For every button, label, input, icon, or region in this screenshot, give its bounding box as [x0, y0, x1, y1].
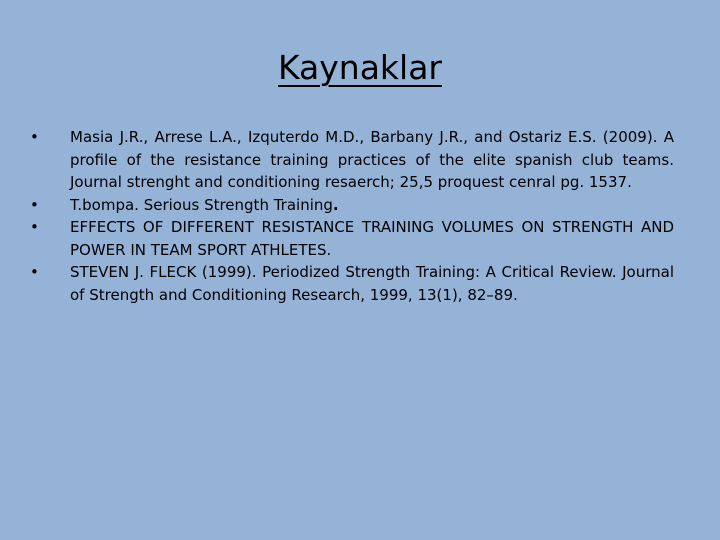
slide-title: Kaynaklar: [277, 48, 443, 87]
reference-trailing-period: .: [332, 195, 339, 214]
bullet-icon: •: [30, 263, 39, 281]
bullet-icon: •: [30, 218, 39, 236]
reference-item: [30, 261, 674, 306]
reference-text: EFFECTS OF DIFFERENT RESISTANCE TRAINING VOLUMES ON STRENGTH AND POWER IN TEAM SPORT ATHLETES.: [70, 218, 674, 259]
reference-item: [30, 216, 674, 261]
reference-list: [30, 126, 674, 306]
reference-item: [30, 194, 674, 217]
reference-text: T.bompa. Serious Strength Training: [70, 195, 333, 214]
reference-item: [30, 126, 674, 194]
bullet-icon: •: [30, 128, 39, 146]
reference-text: Masia J.R., Arrese L.A., Izquterdo M.D., Barbany J.R., and Ostariz E.S. (2009). A profile of the resistance training practices of the elite spanish club teams. Journal strenght and conditioning resaerch; 25,5 proquest cenral pg. 1537.: [70, 128, 674, 191]
bullet-icon: •: [30, 195, 39, 214]
reference-text: STEVEN J. FLECK (1999). Periodized Strength Training: A Critical Review. Journal of Strength and Conditioning Research, 1999, 13(1), 82–89.: [70, 263, 674, 304]
